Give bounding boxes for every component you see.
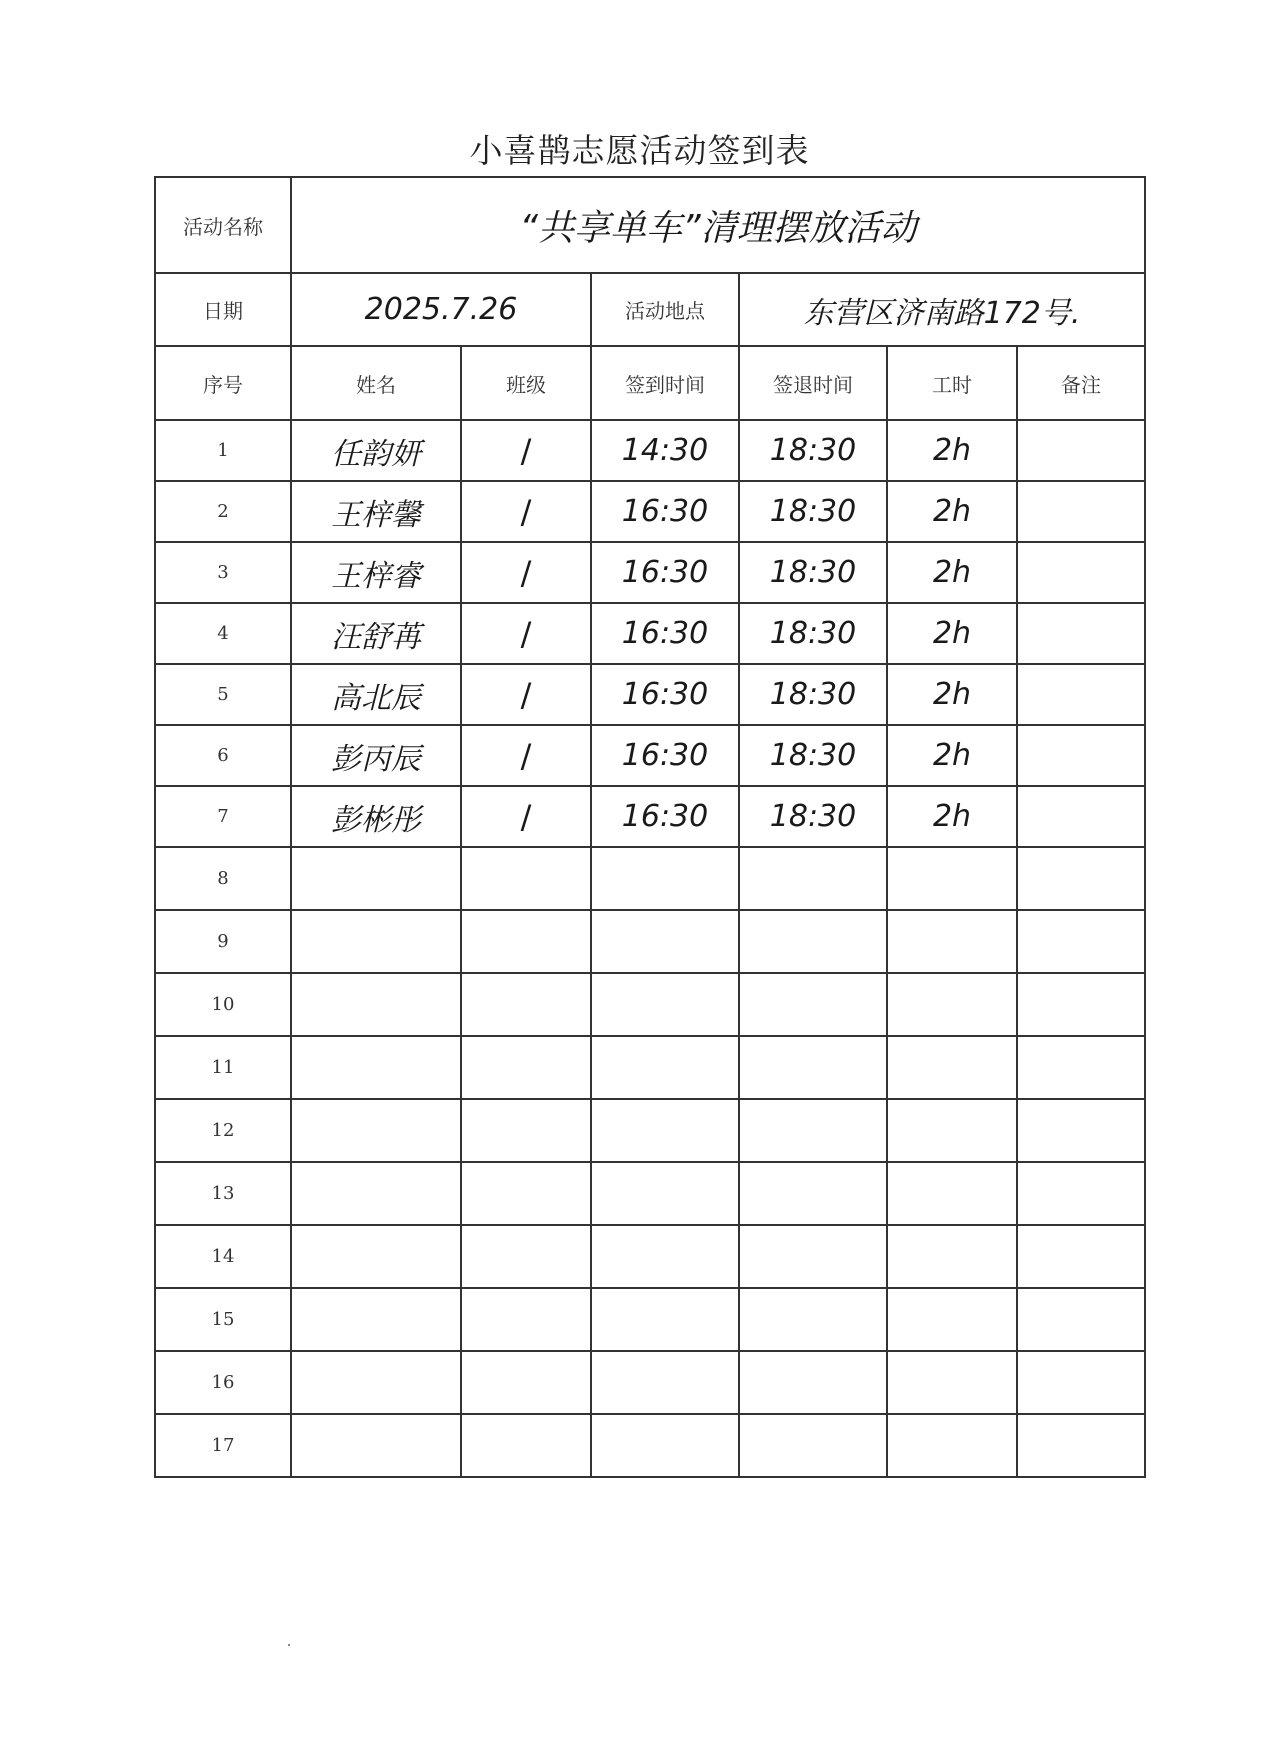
row-hours — [887, 847, 1017, 910]
row-checkin — [591, 1162, 739, 1225]
row-name — [291, 1162, 461, 1225]
row-seq: 9 — [155, 910, 291, 973]
row-checkout — [739, 973, 887, 1036]
row-remarks — [1017, 542, 1145, 603]
row-checkout — [739, 1414, 887, 1477]
row-checkout — [739, 1099, 887, 1162]
row-name — [291, 847, 461, 910]
row-seq: 16 — [155, 1351, 291, 1414]
activity-name-value: “共享单车”清理摆放活动 — [291, 177, 1145, 273]
row-checkin: 16:30 — [591, 664, 739, 725]
table-row — [155, 910, 1145, 973]
table-row — [155, 725, 1145, 786]
table-row — [155, 420, 1145, 481]
row-checkout: 18:30 — [739, 603, 887, 664]
row-name — [291, 910, 461, 973]
row-remarks — [1017, 1036, 1145, 1099]
row-hours — [887, 910, 1017, 973]
row-class — [461, 1225, 591, 1288]
row-hours — [887, 1162, 1017, 1225]
header-seq: 序号 — [155, 346, 291, 420]
row-remarks — [1017, 1225, 1145, 1288]
row-hours: 2h — [887, 603, 1017, 664]
row-seq: 8 — [155, 847, 291, 910]
row-name — [291, 1036, 461, 1099]
row-seq: 10 — [155, 973, 291, 1036]
row-hours — [887, 1351, 1017, 1414]
row-remarks — [1017, 910, 1145, 973]
table-row — [155, 973, 1145, 1036]
row-checkout — [739, 847, 887, 910]
row-checkout — [739, 1162, 887, 1225]
row-seq: 14 — [155, 1225, 291, 1288]
row-hours: 2h — [887, 420, 1017, 481]
row-name: 彭彬彤 — [291, 786, 461, 847]
row-seq: 13 — [155, 1162, 291, 1225]
row-class: / — [461, 786, 591, 847]
row-name — [291, 973, 461, 1036]
row-class — [461, 1288, 591, 1351]
row-remarks — [1017, 603, 1145, 664]
row-remarks — [1017, 1351, 1145, 1414]
row-remarks — [1017, 847, 1145, 910]
row-class — [461, 1351, 591, 1414]
row-class — [461, 1036, 591, 1099]
row-checkout: 18:30 — [739, 542, 887, 603]
row-hours — [887, 1414, 1017, 1477]
table-row — [155, 542, 1145, 603]
row-seq: 15 — [155, 1288, 291, 1351]
row-remarks — [1017, 481, 1145, 542]
row-checkin: 16:30 — [591, 786, 739, 847]
header-name: 姓名 — [291, 346, 461, 420]
row-hours — [887, 1036, 1017, 1099]
table-row — [155, 664, 1145, 725]
row-checkin — [591, 1225, 739, 1288]
row-class: / — [461, 420, 591, 481]
table-row — [155, 786, 1145, 847]
row-class — [461, 973, 591, 1036]
date-label: 日期 — [155, 273, 291, 346]
row-checkin: 16:30 — [591, 725, 739, 786]
date-value: 2025.7.26 — [291, 273, 591, 346]
row-class — [461, 847, 591, 910]
table-row — [155, 1351, 1145, 1414]
row-checkin — [591, 1036, 739, 1099]
row-checkin: 14:30 — [591, 420, 739, 481]
row-checkout — [739, 1288, 887, 1351]
table-row — [155, 1414, 1145, 1477]
row-remarks — [1017, 786, 1145, 847]
row-hours — [887, 1225, 1017, 1288]
row-remarks — [1017, 725, 1145, 786]
table-row — [155, 847, 1145, 910]
row-checkin — [591, 847, 739, 910]
header-class: 班级 — [461, 346, 591, 420]
row-checkout: 18:30 — [739, 420, 887, 481]
row-checkin: 16:30 — [591, 542, 739, 603]
date-location-row — [155, 273, 1145, 346]
row-seq: 1 — [155, 420, 291, 481]
table-row — [155, 1036, 1145, 1099]
row-name — [291, 1225, 461, 1288]
row-class: / — [461, 725, 591, 786]
table-row — [155, 1225, 1145, 1288]
row-class — [461, 1414, 591, 1477]
scan-speck — [288, 1644, 290, 1646]
activity-name-row — [155, 177, 1145, 273]
row-name: 高北辰 — [291, 664, 461, 725]
row-name: 汪舒苒 — [291, 603, 461, 664]
row-checkout — [739, 1225, 887, 1288]
row-checkout: 18:30 — [739, 786, 887, 847]
row-checkout: 18:30 — [739, 725, 887, 786]
row-class: / — [461, 603, 591, 664]
row-remarks — [1017, 1162, 1145, 1225]
row-checkout — [739, 1036, 887, 1099]
page-title: 小喜鹊志愿活动签到表 — [469, 131, 810, 170]
row-class: / — [461, 481, 591, 542]
row-checkout — [739, 910, 887, 973]
row-checkin: 16:30 — [591, 603, 739, 664]
row-seq: 4 — [155, 603, 291, 664]
row-hours: 2h — [887, 542, 1017, 603]
row-remarks — [1017, 420, 1145, 481]
row-seq: 6 — [155, 725, 291, 786]
row-hours: 2h — [887, 664, 1017, 725]
row-hours — [887, 973, 1017, 1036]
sign-in-table — [154, 176, 1146, 1478]
row-seq: 7 — [155, 786, 291, 847]
row-class: / — [461, 664, 591, 725]
row-checkin — [591, 1099, 739, 1162]
row-checkout — [739, 1351, 887, 1414]
row-checkin: 16:30 — [591, 481, 739, 542]
row-class — [461, 1162, 591, 1225]
row-seq: 12 — [155, 1099, 291, 1162]
table-row — [155, 603, 1145, 664]
location-value: 东营区济南路172号. — [739, 273, 1145, 346]
row-checkin — [591, 1288, 739, 1351]
row-name — [291, 1288, 461, 1351]
activity-name-label: 活动名称 — [155, 177, 291, 273]
header-row — [155, 346, 1145, 420]
row-seq: 5 — [155, 664, 291, 725]
row-name — [291, 1414, 461, 1477]
table-row — [155, 481, 1145, 542]
table-row — [155, 1162, 1145, 1225]
row-name: 王梓馨 — [291, 481, 461, 542]
row-checkout: 18:30 — [739, 664, 887, 725]
row-name — [291, 1351, 461, 1414]
row-name: 彭丙辰 — [291, 725, 461, 786]
row-name — [291, 1099, 461, 1162]
row-hours: 2h — [887, 481, 1017, 542]
row-hours: 2h — [887, 786, 1017, 847]
header-checkin: 签到时间 — [591, 346, 739, 420]
row-seq: 2 — [155, 481, 291, 542]
row-name: 任韵妍 — [291, 420, 461, 481]
row-remarks — [1017, 1288, 1145, 1351]
row-class — [461, 1099, 591, 1162]
header-checkout: 签退时间 — [739, 346, 887, 420]
row-checkin — [591, 1414, 739, 1477]
row-checkin — [591, 973, 739, 1036]
location-label: 活动地点 — [591, 273, 739, 346]
row-class — [461, 910, 591, 973]
row-class: / — [461, 542, 591, 603]
header-hours: 工时 — [887, 346, 1017, 420]
row-checkin — [591, 1351, 739, 1414]
row-hours: 2h — [887, 725, 1017, 786]
row-hours — [887, 1288, 1017, 1351]
table-row — [155, 1288, 1145, 1351]
row-seq: 11 — [155, 1036, 291, 1099]
row-hours — [887, 1099, 1017, 1162]
row-checkout: 18:30 — [739, 481, 887, 542]
header-remarks: 备注 — [1017, 346, 1145, 420]
row-remarks — [1017, 1414, 1145, 1477]
row-checkin — [591, 910, 739, 973]
row-remarks — [1017, 1099, 1145, 1162]
row-remarks — [1017, 973, 1145, 1036]
row-seq: 3 — [155, 542, 291, 603]
row-remarks — [1017, 664, 1145, 725]
table-row — [155, 1099, 1145, 1162]
row-seq: 17 — [155, 1414, 291, 1477]
row-name: 王梓睿 — [291, 542, 461, 603]
